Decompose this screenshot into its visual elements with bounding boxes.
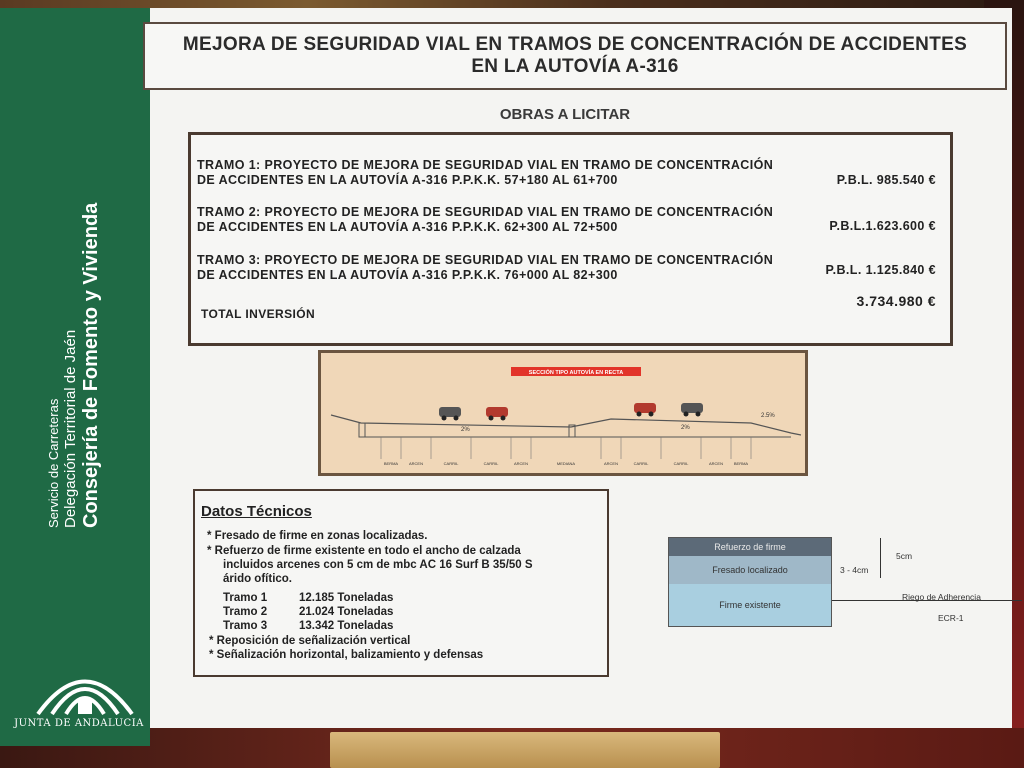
lane-label: ARCEN (708, 461, 724, 466)
layer-existente: Firme existente (669, 584, 831, 626)
datos-title: Datos Técnicos (201, 503, 312, 520)
tramo-3-price: P.B.L. 1.125.840 € (825, 263, 936, 277)
tramo-1-price: P.B.L. 985.540 € (836, 173, 936, 187)
title-line-2: EN LA AUTOVÍA A-316 (471, 56, 679, 77)
tonnage-row-value: 13.342 Toneladas (299, 620, 394, 632)
total-value: 3.734.980 € (856, 293, 936, 309)
sidebar-text (0, 8, 150, 528)
sidebar (0, 8, 150, 746)
slope-left: 2% (461, 427, 470, 433)
tramo-2-line-2: DE ACCIDENTES EN LA AUTOVÍA A-316 P.P.K.K. 62+300 AL 72+500 (197, 220, 618, 234)
datos-tecnicos-box (193, 489, 609, 677)
easel-shelf (330, 732, 720, 768)
tramo-3-line-1: TRAMO 3: PROYECTO DE MEJORA DE SEGURIDAD VIAL EN TRAMO DE CONCENTRACIÓN (197, 253, 774, 267)
title-box (143, 22, 1007, 90)
tonnage-row-name: Tramo 1 (223, 592, 268, 604)
tramo-1 (197, 158, 807, 188)
datos-bullet-refuerzo-cont: incluidos arcenes con 5 cm de mbc AC 16 Surf B 35/50 S (223, 559, 533, 571)
title-line-1: MEJORA DE SEGURIDAD VIAL EN TRAMOS DE CONCENTRACIÓN DE ACCIDENTES (182, 34, 968, 55)
datos-bullet-refuerzo: * Refuerzo de firme existente en todo el ancho de calzada (207, 545, 521, 557)
datos-bullet-horizontal: * Señalización horizontal, balizamiento y defensas (209, 649, 484, 661)
car-icon (681, 403, 703, 417)
lane-label: ARCEN (513, 461, 529, 466)
tramo-2 (197, 205, 807, 235)
section-label: SECCIÓN TIPO AUTOVÍA EN RECTA (528, 370, 624, 376)
sidebar-service: Servicio de Carreteras (46, 398, 62, 528)
layer-refuerzo: Refuerzo de firme (669, 538, 831, 556)
logo-text: JUNTA DE ANDALUCIA (14, 718, 144, 729)
dim-5cm: 5cm (896, 551, 913, 561)
slope-right: 2% (681, 425, 690, 431)
total-label: TOTAL INVERSIÓN (201, 307, 316, 321)
tramo-2-price: P.B.L.1.623.600 € (829, 219, 936, 233)
tramo-2-line-1: TRAMO 2: PROYECTO DE MEJORA DE SEGURIDAD VIAL EN TRAMO DE CONCENTRACIÓN (197, 205, 774, 219)
car-icon (486, 407, 508, 421)
dim-3-4cm: 3 - 4cm (840, 565, 869, 575)
lane-label: MEDIANA (556, 461, 576, 466)
subtitle: OBRAS A LICITAR (499, 106, 631, 123)
datos-bullet-fresado: * Fresado de firme en zonas localizadas. (207, 530, 428, 542)
obras-box (188, 132, 953, 346)
tramo-3 (197, 253, 807, 283)
car-icon (634, 403, 656, 417)
lane-label: BERMA (733, 461, 749, 466)
section-diagram (318, 350, 808, 476)
pavement-layers-diagram (668, 537, 832, 627)
datos-bullet-vertical: * Reposición de señalización vertical (209, 635, 411, 647)
road-section-drawing (321, 353, 805, 473)
datos-bullet-refuerzo-cont: árido ofítico. (223, 573, 292, 585)
riego-label: Riego de Adherencia (902, 592, 981, 602)
layer-fresado: Fresado localizado (669, 556, 831, 584)
slope-shoulder: 2.5% (761, 413, 775, 419)
sidebar-delegation: Delegación Territorial de Jaén (62, 329, 80, 528)
lane-label: BERMA (383, 461, 399, 466)
lane-label: CARRIL (633, 461, 649, 466)
tonnage-row-value: 21.024 Toneladas (299, 606, 394, 618)
ecr-label: ECR-1 (938, 613, 964, 623)
lane-label: ARCEN (408, 461, 424, 466)
tonnage-row-value: 12.185 Toneladas (299, 592, 394, 604)
tramo-1-line-1: TRAMO 1: PROYECTO DE MEJORA DE SEGURIDAD VIAL EN TRAMO DE CONCENTRACIÓN (197, 158, 774, 172)
tonnage-row-name: Tramo 2 (223, 606, 268, 618)
dim-line (880, 538, 881, 578)
car-icon (439, 407, 461, 421)
lane-label: CARRIL (443, 461, 459, 466)
junta-logo-icon (30, 654, 140, 724)
tramo-1-line-2: DE ACCIDENTES EN LA AUTOVÍA A-316 P.P.K.K. 57+180 AL 61+700 (197, 173, 618, 187)
tonnage-row-name: Tramo 3 (223, 620, 268, 632)
lane-label: ARCEN (603, 461, 619, 466)
lane-label: CARRIL (673, 461, 689, 466)
tramo-3-line-2: DE ACCIDENTES EN LA AUTOVÍA A-316 P.P.K.K. 76+000 AL 82+300 (197, 268, 618, 282)
sidebar-consejeria: Consejería de Fomento y Vivienda (79, 202, 102, 528)
lane-label: CARRIL (483, 461, 499, 466)
